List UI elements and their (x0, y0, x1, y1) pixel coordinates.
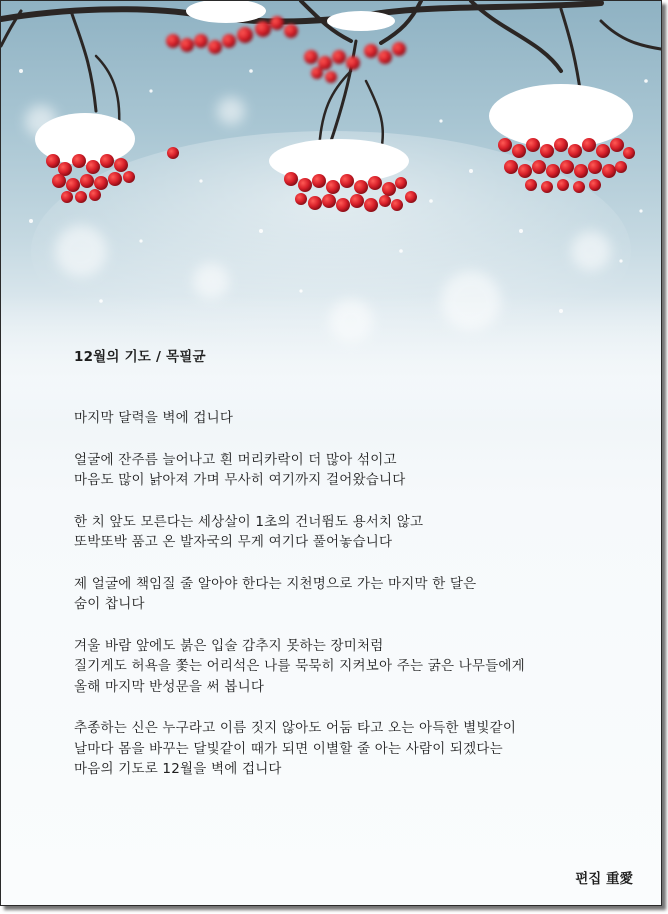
poem-line: 겨울 바람 앞에도 붉은 입술 감추지 못하는 장미처럼 (74, 637, 384, 654)
poem-line: 얼굴에 잔주름 늘어나고 흰 머리카락이 더 많아 섞이고 (74, 451, 397, 468)
stanza (74, 450, 634, 491)
editor-signature: 편집 重愛 (575, 871, 633, 887)
poem-line: 마지막 달력을 벽에 겁니다 (74, 410, 234, 426)
poem-line: 또박또박 품고 온 발자국의 무게 여기다 풀어놓습니다 (74, 534, 393, 550)
poem-line: 올해 마지막 반성문을 써 봅니다 (74, 678, 265, 695)
poem-line: 날마다 몸을 바꾸는 달빛같이 때가 되면 이별할 줄 아는 사람이 되겠다는 (74, 740, 503, 757)
poem-line: 제 얼굴에 책임질 줄 알아야 한다는 지천명으로 가는 마지막 한 달은 (74, 575, 477, 592)
stanza (74, 574, 634, 615)
stanza (74, 512, 634, 553)
poem-line: 한 치 앞도 모른다는 세상살이 1초의 건너뜀도 용서치 않고 (74, 513, 424, 530)
poem-title: 12월의 기도 / 목필균 (74, 349, 206, 365)
stanza (74, 408, 634, 429)
poem-line: 숨이 찹니다 (74, 596, 145, 612)
poem-line: 마음의 기도로 12월을 벽에 겁니다 (74, 761, 282, 777)
stanza (74, 636, 634, 698)
poem-line: 추종하는 신은 누구라고 이름 짓지 않아도 어둠 타고 오는 아득한 별빛같이 (74, 720, 517, 736)
stanza (74, 718, 634, 780)
poem-line: 마음도 많이 낡아져 가며 무사히 여기까지 걸어왔습니다 (74, 472, 406, 488)
poem-body (74, 345, 634, 801)
poem-line: 질기게도 허욕을 쫓는 어리석은 나를 묵묵히 지켜보아 주는 굵은 나무들에게 (74, 658, 525, 674)
